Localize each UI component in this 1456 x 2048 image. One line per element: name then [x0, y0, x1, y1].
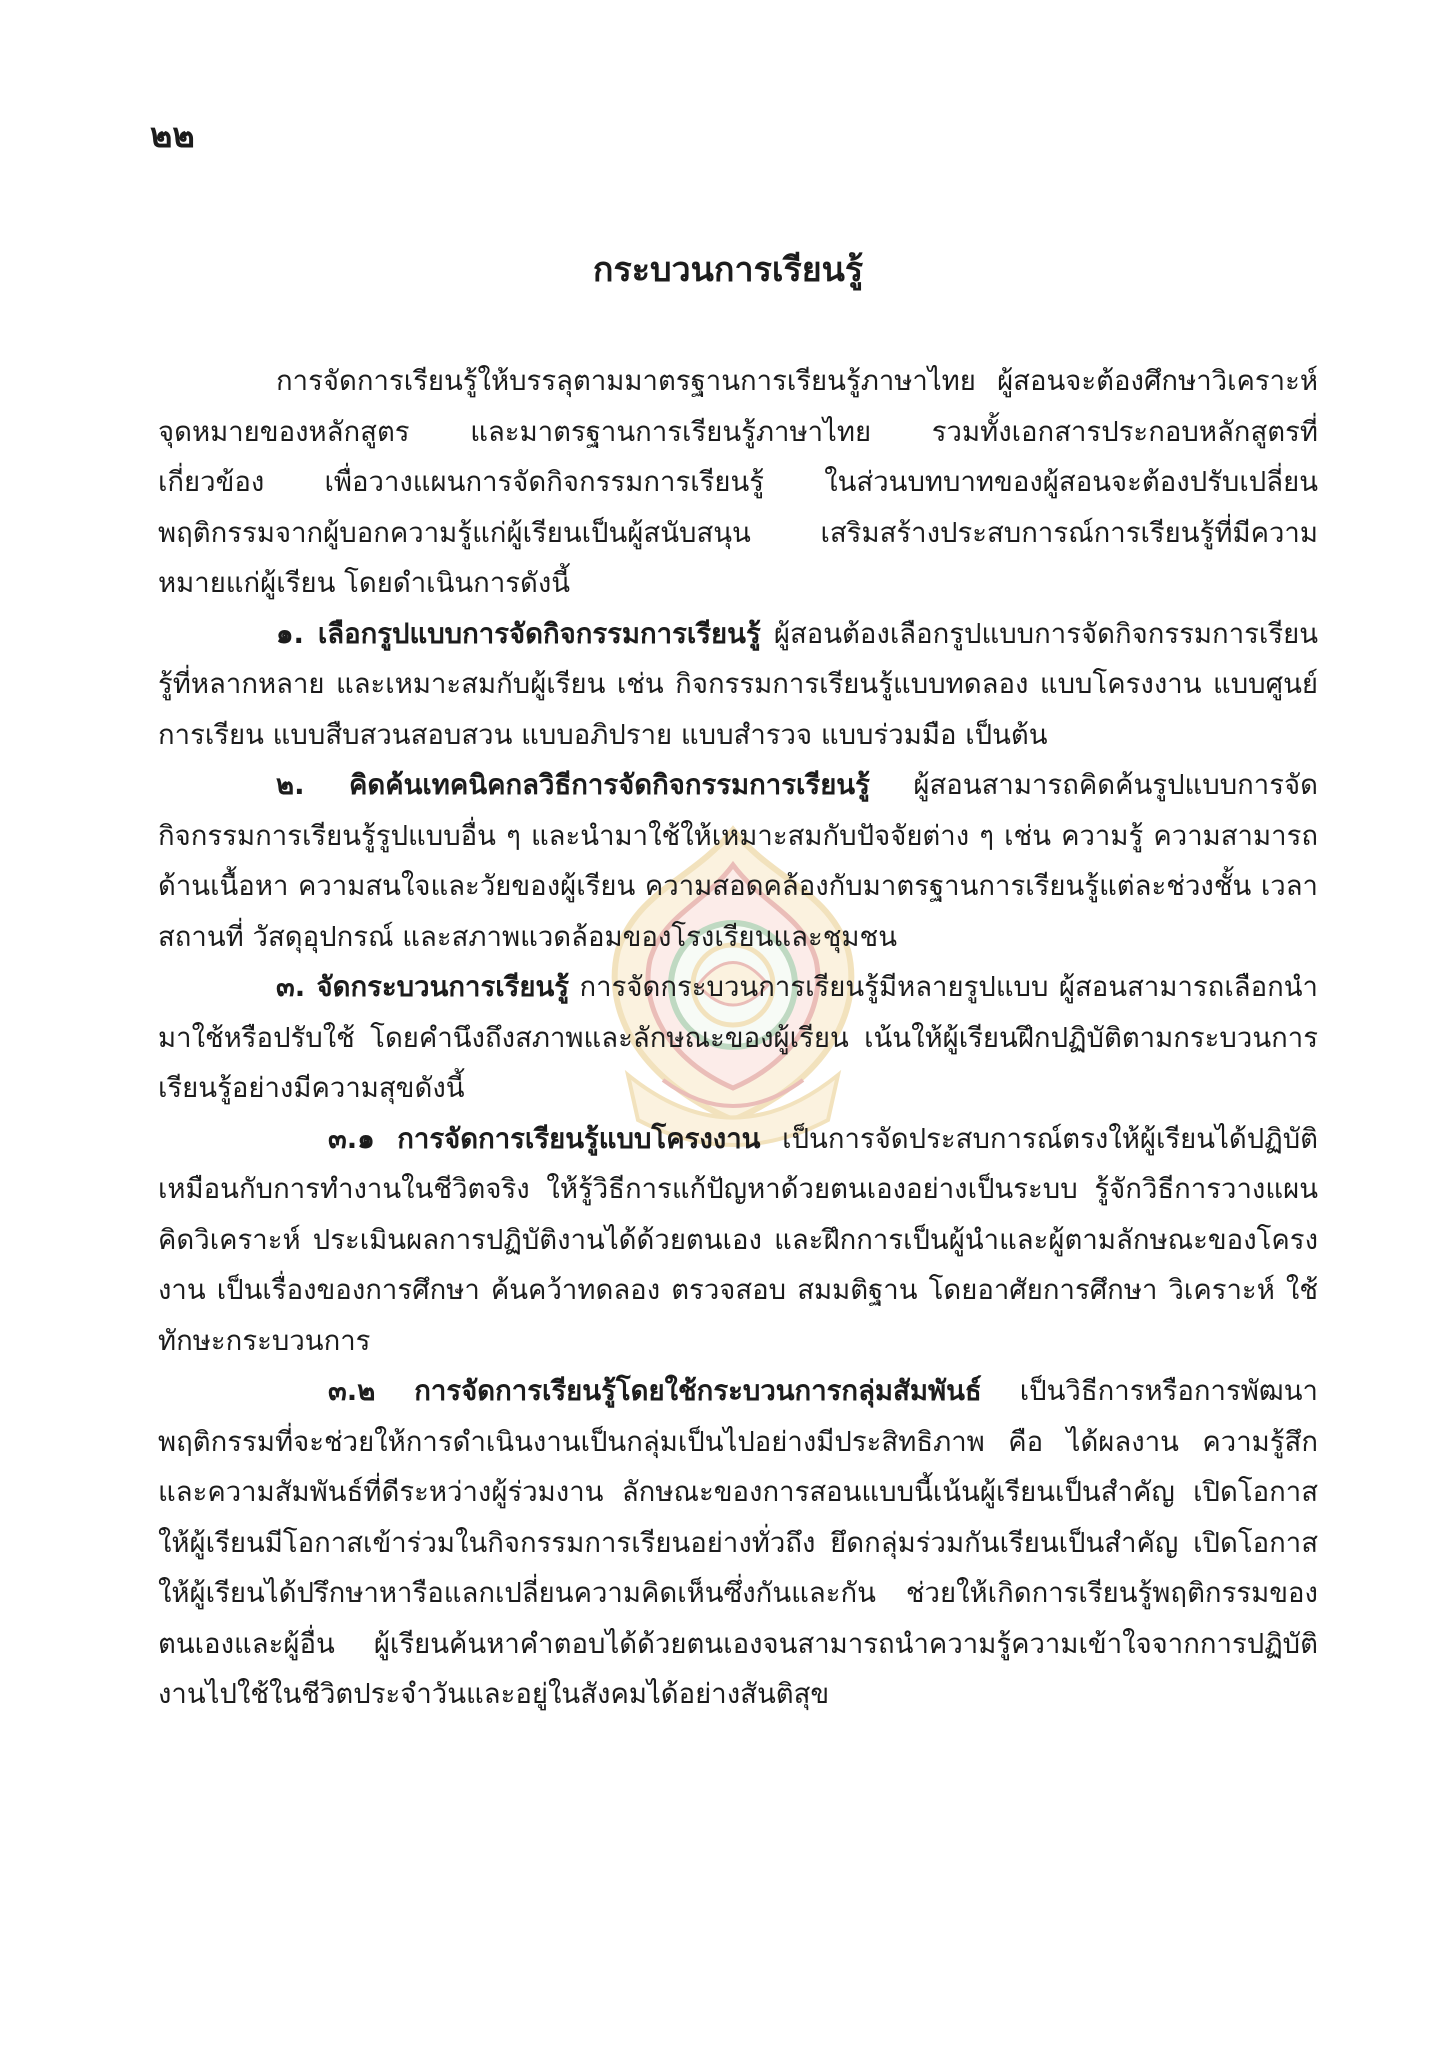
- item-2-text: ผู้สอนสามารถคิดค้นรูปแบบการจัดกิจกรรมการเรียนรู้รูปแบบอื่น ๆ และนำมาใช้ให้เหมาะสมกับปัจจัยต่าง ๆ เช่น ความรู้ ความสามารถด้านเนื้อหา ความสนใจและวัยของผู้เรียน ความสอดคล้องกับมาตรฐานการเรียนรู้แต่ละช่วงชั้น เวลา สถานที่ วัสดุอุปกรณ์ และสภาพแวดล้อมของโรงเรียนและชุมชน: [158, 769, 1318, 953]
- subitem-3-1-text: เป็นการจัดประสบการณ์ตรงให้ผู้เรียนได้ปฏิบัติเหมือนกับการทำงานในชีวิตจริง ให้รู้วิธีการแก้ปัญหาด้วยตนเองอย่างเป็นระบบ รู้จักวิธีการวางแผน คิดวิเคราะห์ ประเมินผลการปฏิบัติงานได้ด้วยตนเอง และฝึกการเป็นผู้นำและผู้ตามลักษณะของโครงงาน เป็นเรื่องของการศึกษา ค้นคว้าทดลอง ตรวจสอบ สมมติฐาน โดยอาศัยการศึกษา วิเคราะห์ ใช้ทักษะกระบวนการ: [158, 1122, 1319, 1357]
- item-1-text: ผู้สอนต้องเลือกรูปแบบการจัดกิจกรรมการเรียนรู้ที่หลากหลาย และเหมาะสมกับผู้เรียน เช่น กิจกรรมการเรียนรู้แบบทดลอง แบบโครงงาน แบบศูนย์การเรียน แบบสืบสวนสอบสวน แบบอภิปราย แบบสำรวจ แบบร่วมมือ เป็นต้น: [158, 617, 1319, 751]
- page-title: กระบวนการเรียนรู้: [592, 250, 864, 290]
- item-2-heading: ๒. คิดค้นเทคนิคกลวิธีการจัดกิจกรรมการเรียนรู้: [276, 769, 870, 801]
- subitem-3-1: [158, 1114, 1318, 1367]
- item-2: [158, 760, 1318, 962]
- item-3-heading: ๓. จัดกระบวนการเรียนรู้: [276, 971, 570, 1003]
- page-number: ๒๒: [150, 116, 195, 156]
- subitem-3-2: [158, 1366, 1318, 1720]
- document-body: [158, 356, 1318, 1720]
- subitem-3-1-heading: ๓.๑ การจัดการเรียนรู้แบบโครงงาน: [328, 1122, 761, 1155]
- intro-paragraph: การจัดการเรียนรู้ให้บรรลุตามมาตรฐานการเรียนรู้ภาษาไทย ผู้สอนจะต้องศึกษาวิเคราะห์ จุดหมายของหลักสูตร และมาตรฐานการเรียนรู้ภาษาไทย รวมทั้งเอกสารประกอบหลักสูตรที่เกี่ยวข้อง เพื่อวางแผนการจัดกิจกรรมการเรียนรู้ ในส่วนบทบาทของผู้สอนจะต้องปรับเปลี่ยนพฤติกรรมจากผู้บอกความรู้แก่ผู้เรียนเป็นผู้สนับสนุน เสริมสร้างประสบการณ์การเรียนรู้ที่มีความหมายแก่ผู้เรียน โดยดำเนินการดังนี้: [158, 365, 1318, 599]
- subitem-3-2-text: เป็นวิธีการหรือการพัฒนาพฤติกรรมที่จะช่วยให้การดำเนินงานเป็นกลุ่มเป็นไปอย่างมีประสิทธิภาพ คือ ได้ผลงาน ความรู้สึก และความสัมพันธ์ที่ดีระหว่างผู้ร่วมงาน ลักษณะของการสอนแบบนี้เน้นผู้เรียนเป็นสำคัญ เปิดโอกาสให้ผู้เรียนมีโอกาสเข้าร่วมในกิจกรรมการเรียนอย่างทั่วถึง ยึดกลุ่มร่วมกันเรียนเป็นสำคัญ เปิดโอกาสให้ผู้เรียนได้ปรึกษาหารือแลกเปลี่ยนความคิดเห็นซึ่งกันและกัน ช่วยให้เกิดการเรียนรู้พฤติกรรมของตนเองและผู้อื่น ผู้เรียนค้นหาคำตอบได้ด้วยตนเองจนสามารถนำความรู้ความเข้าใจจากการปฏิบัติงานไปใช้ในชีวิตประจำวันและอยู่ในสังคมได้อย่างสันติสุข: [158, 1375, 1318, 1710]
- item-3-text: การจัดกระบวนการเรียนรู้มีหลายรูปแบบ ผู้สอนสามารถเลือกนำมาใช้หรือปรับใช้ โดยคำนึงถึงสภาพและลักษณะของผู้เรียน เน้นให้ผู้เรียนฝึกปฏิบัติตามกระบวนการเรียนรู้อย่างมีความสุขดังนี้: [158, 971, 1318, 1104]
- item-1: [158, 609, 1318, 761]
- item-1-heading: ๑. เลือกรูปแบบการจัดกิจกรรมการเรียนรู้: [276, 617, 761, 650]
- item-3: [158, 962, 1318, 1114]
- subitem-3-2-heading: ๓.๒ การจัดการเรียนรู้โดยใช้กระบวนการกลุ่มสัมพันธ์: [328, 1375, 982, 1407]
